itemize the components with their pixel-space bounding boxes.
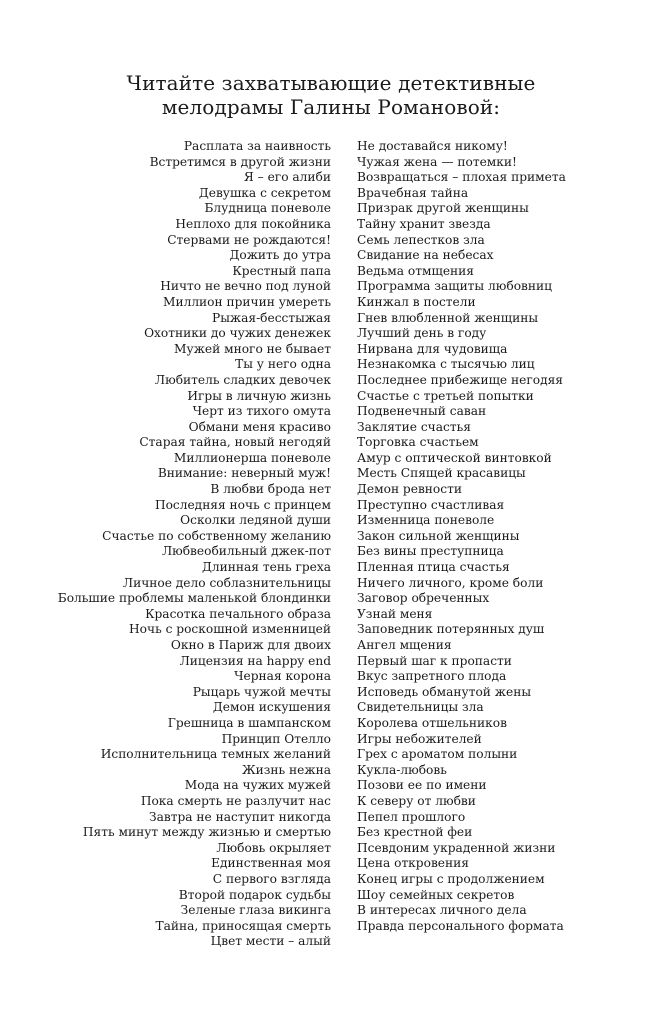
book-title: Позови ее по имени — [357, 778, 487, 793]
book-title: Осколки ледяной души — [180, 513, 331, 528]
book-title: Псевдоним украденной жизни — [357, 840, 556, 855]
book-title: Старая тайна, новый негодяй — [139, 435, 331, 450]
book-title: Кинжал в постели — [357, 294, 476, 309]
book-title: Грех с ароматом полыни — [357, 747, 518, 762]
book-title: Последняя ночь с принцем — [154, 497, 331, 512]
book-title: Встретимся в другой жизни — [149, 154, 331, 169]
book-title: Рыжая-бесстыжая — [212, 310, 331, 325]
book-title: Лицензия на happy end — [179, 653, 331, 668]
book-title: Любитель сладких девочек — [154, 372, 331, 387]
book-title: Ночь с роскошной изменницей — [129, 622, 331, 637]
book-title: Незнакомка с тысячью лиц — [357, 357, 535, 372]
book-title: В интересах личного дела — [357, 903, 527, 918]
book-title: Не доставайся никому! — [357, 139, 508, 153]
book-title: Второй подарок судьбы — [178, 887, 331, 902]
book-title: Демон ревности — [357, 482, 462, 497]
book-title: Торговка счастьем — [357, 435, 479, 450]
book-title: Без крестной феи — [357, 825, 473, 840]
book-title: В любви брода нет — [210, 482, 331, 497]
book-title: Месть Спящей красавицы — [357, 466, 526, 481]
book-title: Окно в Париж для двоих — [170, 638, 331, 652]
book-title: Королева отшельников — [357, 715, 507, 730]
book-title: Большие проблемы маленькой блондинки — [57, 591, 331, 606]
title-line-2: мелодрамы Галины Романовой: — [161, 95, 501, 119]
book-title: Я – его алиби — [243, 170, 331, 185]
book-title: Зеленые глаза викинга — [180, 903, 331, 918]
book-title: Демон искушения — [212, 700, 331, 715]
book-title: Дожить до утра — [229, 248, 331, 263]
book-title: Амур с оптической винтовкой — [357, 450, 552, 465]
book-title: Крестный папа — [232, 263, 331, 278]
book-title: Последнее прибежище негодяя — [357, 372, 563, 387]
book-title: Узнай меня — [357, 606, 433, 621]
book-title: Вкус запретного плода — [357, 669, 507, 684]
book-title: Семь лепестков зла — [357, 232, 485, 247]
book-title: Лучший день в году — [357, 326, 487, 341]
book-title: Нирвана для чудовища — [357, 341, 508, 356]
book-title: Мода на чужих мужей — [184, 778, 331, 793]
book-title: Призрак другой женщины — [357, 201, 529, 216]
book-title: Конец игры с продолжением — [357, 871, 545, 886]
book-title: Жизнь нежна — [241, 762, 331, 777]
book-title: Подвенечный саван — [357, 404, 487, 419]
book-title: Девушка с секретом — [198, 185, 331, 200]
book-title: Игры в личную жизнь — [187, 388, 331, 403]
book-title: Длинная тень греха — [202, 560, 331, 575]
book-title: Расплата за наивность — [183, 139, 331, 153]
book-title: Ничего личного, кроме боли — [357, 575, 544, 590]
book-title: Правда персонального формата — [357, 918, 564, 933]
book-title: Личное дело соблазнительницы — [122, 575, 331, 590]
book-title: К северу от любви — [357, 793, 476, 808]
book-title: Охотники до чужих денежек — [144, 326, 331, 341]
book-title: Цена откровения — [357, 856, 469, 871]
book-title: Врачебная тайна — [357, 185, 469, 200]
book-title: Любвеобильный джек-пот — [161, 544, 331, 559]
page-title — [0, 71, 662, 119]
book-title: Пока смерть не разлучит нас — [140, 793, 331, 808]
book-title: Игры небожителей — [357, 731, 482, 746]
book-title: Грешница в шампанском — [167, 715, 331, 730]
book-title: Заклятие счастья — [357, 419, 471, 434]
book-title: Возвращаться – плохая примета — [357, 170, 566, 185]
book-title: Заповедник потерянных душ — [357, 622, 545, 637]
book-title: Черт из тихого омута — [192, 404, 331, 419]
book-title: Без вины преступница — [357, 544, 504, 559]
book-title: Преступно счастливая — [357, 497, 505, 512]
book-title: Гнев влюбленной женщины — [357, 310, 539, 325]
book-title: Завтра не наступит никогда — [149, 809, 331, 824]
book-title: Тайна, приносящая смерть — [155, 918, 331, 933]
book-title: Программа защиты любовниц — [357, 279, 552, 294]
book-title: Ты у него одна — [235, 357, 331, 372]
book-title: Блудница поневоле — [204, 201, 331, 216]
book-title: Пепел прошлого — [357, 809, 466, 824]
book-title: Ведьма отмщения — [357, 263, 474, 278]
book-title: Счастье по собственному желанию — [102, 528, 331, 543]
book-title: Рыцарь чужой мечты — [192, 684, 331, 699]
book-title: Цвет мести – алый — [210, 934, 331, 949]
book-title: Обмани меня красиво — [188, 419, 331, 434]
book-title: Исполнительница темных желаний — [100, 747, 331, 762]
book-title: Счастье с третьей попытки — [357, 388, 534, 403]
book-title: Миллион причин умереть — [162, 294, 331, 309]
book-list-left — [58, 139, 331, 950]
title-line-1: Читайте захватывающие детективные — [126, 71, 536, 95]
book-title: Любовь окрыляет — [216, 840, 331, 855]
book-title: Первый шаг к пропасти — [357, 653, 512, 668]
book-title: Чужая жена — потемки! — [357, 154, 517, 169]
book-title: Стервами не рождаются! — [167, 232, 331, 247]
book-title: Заговор обреченных — [357, 591, 490, 606]
book-title: Единственная моя — [211, 856, 331, 871]
book-title: Ничто не вечно под луной — [160, 279, 331, 294]
book-title: Мужей много не бывает — [174, 341, 331, 356]
book-title: Свидание на небесах — [357, 248, 494, 263]
book-title: Изменница поневоле — [357, 513, 495, 528]
book-title: Принцип Отелло — [221, 731, 331, 746]
book-title: Неплохо для покойника — [175, 216, 331, 231]
book-title: Миллионерша поневоле — [173, 450, 331, 465]
book-title: Пленная птица счастья — [357, 560, 510, 575]
book-list-right — [357, 139, 566, 934]
book-title: Пять минут между жизнью и смертью — [82, 825, 331, 840]
book-title: С первого взгляда — [212, 871, 331, 886]
book-title: Красотка печального образа — [145, 606, 331, 621]
book-title: Закон сильной женщины — [357, 528, 520, 543]
book-title: Кукла-любовь — [357, 762, 447, 777]
book-title: Свидетельницы зла — [357, 700, 484, 715]
book-title: Шоу семейных секретов — [357, 887, 515, 902]
book-title: Тайну хранит звезда — [357, 216, 491, 231]
book-title: Ангел мщения — [357, 638, 452, 652]
book-title: Черная корона — [234, 669, 331, 684]
book-title: Внимание: неверный муж! — [157, 466, 331, 481]
book-title: Исповедь обманутой жены — [357, 684, 532, 699]
